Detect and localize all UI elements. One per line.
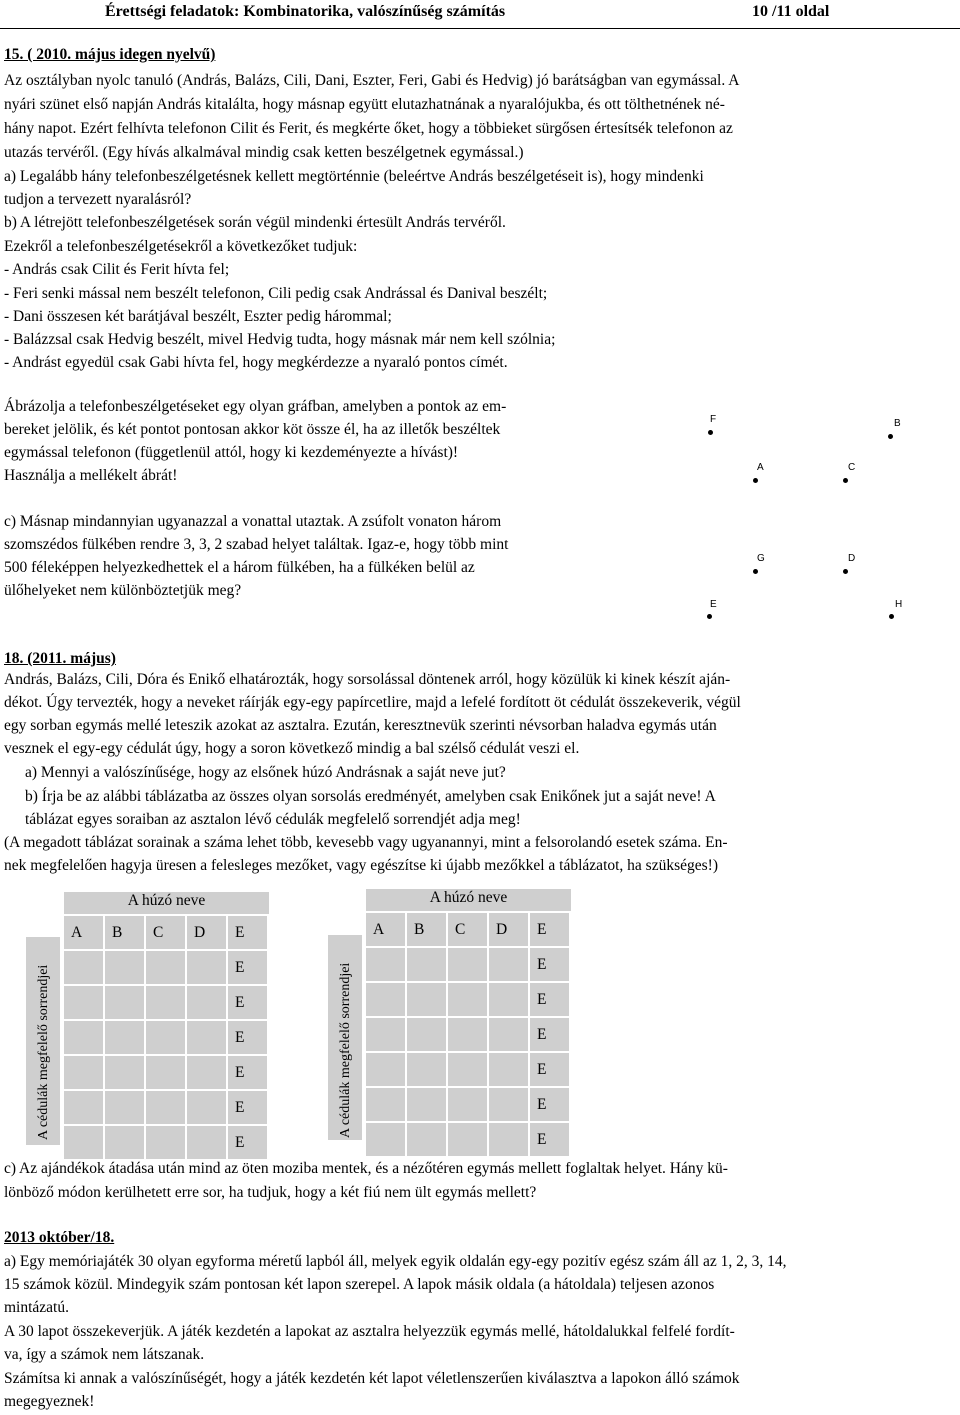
grid-cell[interactable]: [406, 1087, 447, 1122]
grid-cell[interactable]: [63, 1055, 104, 1090]
column-e: E: [227, 915, 268, 950]
grid-cell[interactable]: [447, 1122, 488, 1157]
problem15-heading: 15. ( 2010. május idegen nyelvű): [4, 46, 216, 63]
question-c: lönböző módon kerülhetett erre sor, ha tudjuk, hogy a két fiú nem ült egymás mellett?: [4, 1184, 537, 1201]
grid-cell[interactable]: [186, 1020, 227, 1055]
problem2013-heading: 2013 október/18.: [4, 1229, 115, 1246]
problem15-line: b) A létrejött telefonbeszélgetések során végül mindenki értesült András tervéről.: [4, 214, 506, 231]
grid-cell[interactable]: [145, 950, 186, 985]
problem2013-line: va, így a számok nem látszanak.: [4, 1346, 205, 1363]
grid-cell[interactable]: [145, 985, 186, 1020]
column-d: D: [186, 915, 227, 950]
e-cell: E: [227, 1090, 268, 1125]
part-c-text: ülőhelyeket nem különböztetjük meg?: [4, 582, 242, 599]
e-cell: E: [227, 1020, 268, 1055]
problem15-line: - Andrást egyedül csak Gabi hívta fel, hogy megkérdezze a nyaraló pontos címét.: [4, 354, 508, 371]
grid-cell[interactable]: [447, 982, 488, 1017]
grid-cell[interactable]: [186, 950, 227, 985]
graph-label-g: G: [757, 553, 765, 564]
graph-label-c: C: [848, 462, 856, 473]
problem2013-line: a) Egy memóriajáték 30 olyan egyforma méretű lapból áll, melyek egyik oldalán egy-egy pozitív egész szám áll az 1, 2, 3, 14,: [4, 1253, 787, 1270]
grid-cell[interactable]: [365, 1087, 406, 1122]
grid-cell[interactable]: [365, 982, 406, 1017]
problem15-line: Ezekről a telefonbeszélgetésekről a következőket tudjuk:: [4, 238, 358, 255]
part-c-text: 500 féleképpen helyezkedhettek el a három fülkében, ha a fülkéken belül az: [4, 559, 475, 576]
graph-instructions: Használja a mellékelt ábrát!: [4, 467, 178, 484]
grid-cell[interactable]: [104, 950, 145, 985]
grid-cell[interactable]: [104, 1020, 145, 1055]
grid-cell[interactable]: [145, 1055, 186, 1090]
problem2013-line: megegyeznek!: [4, 1393, 95, 1410]
problem15-line: nyári szünet első napján András kitalálta, hogy másnap együtt elutazhatnának a nyaralójukba, és ott tölthetnének né-: [4, 96, 725, 113]
graph-point-c: [843, 478, 848, 483]
grid-cell[interactable]: [145, 1020, 186, 1055]
grid-cell[interactable]: [104, 1125, 145, 1160]
graph-point-a: [753, 478, 758, 483]
e-cell: E: [227, 1055, 268, 1090]
grid-cell[interactable]: [406, 1052, 447, 1087]
graph-instructions: bereket jelölik, és két pontot pontosan akkor köt össze él, ha az illetők beszéltek: [4, 421, 501, 438]
problem15-line: - Dani összesen két barátjával beszélt, Eszter pedig hárommal;: [4, 308, 392, 325]
table-side-label: A cédulák megfelelő sorrendjei: [36, 964, 51, 1140]
part-c-text: szomszédos fülkében rendre 3, 3, 2 szabad helyet találtak. Igaz-e, hogy több mint: [4, 536, 509, 553]
page-number: 10 /11 oldal: [752, 3, 830, 20]
grid-cell[interactable]: [488, 1087, 529, 1122]
grid-cell[interactable]: [447, 1052, 488, 1087]
grid-cell[interactable]: [406, 1122, 447, 1157]
graph-point-e: [707, 614, 712, 619]
column-e: E: [529, 912, 570, 947]
table-header: A húzó neve: [64, 892, 269, 916]
problem2013-line: A 30 lapot összekeverjük. A játék kezdetén a lapokat az asztalra helyezzük egymás mellé, hátoldalukkal felfelé fordít-: [4, 1323, 735, 1340]
graph-label-f: F: [710, 414, 717, 425]
column-a: A: [63, 915, 104, 950]
grid-cell[interactable]: [186, 985, 227, 1020]
grid-cell[interactable]: [186, 1055, 227, 1090]
column-b: B: [406, 912, 447, 947]
grid-cell[interactable]: [365, 947, 406, 982]
problem18-line: egy sorban egymás mellé leteszik azokat az asztalra. Ezután, keresztnevük szerinti névsorban haladva egymás után: [4, 717, 717, 734]
grid-cell[interactable]: [145, 1125, 186, 1160]
grid-cell[interactable]: [63, 985, 104, 1020]
graph-label-a: A: [757, 462, 764, 473]
graph-instructions: egymással telefonon (függetlenül attól, hogy ki kezdeményezte a hívást)!: [4, 444, 459, 461]
graph-label-b: B: [894, 418, 901, 429]
grid-cell[interactable]: [488, 982, 529, 1017]
column-c: C: [447, 912, 488, 947]
e-cell: E: [529, 1087, 570, 1122]
answer-grid: [62, 914, 269, 1161]
grid-cell[interactable]: [365, 1122, 406, 1157]
e-cell: E: [529, 982, 570, 1017]
grid-cell[interactable]: [104, 1055, 145, 1090]
column-c: C: [145, 915, 186, 950]
grid-cell[interactable]: [406, 982, 447, 1017]
question-b: b) Írja be az alábbi táblázatba az összes olyan sorsolás eredményét, amelyben csak Enikőnek jut a saját neve! A: [25, 788, 716, 805]
table-header: A húzó neve: [366, 889, 571, 913]
answer-grid: [364, 911, 571, 1158]
problem2013-line: Számítsa ki annak a valószínűségét, hogy a játék kezdetén két lapot véletlenszerűen kiválasztva a lapokon álló számok: [4, 1370, 740, 1387]
question-b: táblázat egyes soraiban az asztalon lévő cédulák megfelelő sorrendjét adja meg!: [25, 811, 521, 828]
table-side-label: A cédulák megfelelő sorrendjei: [338, 962, 353, 1138]
graph-instructions: Ábrázolja a telefonbeszélgetéseket egy olyan gráfban, amelyben a pontok az em-: [4, 398, 507, 415]
grid-cell[interactable]: [63, 1020, 104, 1055]
column-a: A: [365, 912, 406, 947]
grid-cell[interactable]: [145, 1090, 186, 1125]
graph-point-h: [889, 614, 894, 619]
e-cell: E: [529, 1017, 570, 1052]
question-c: c) Az ajándékok átadása után mind az öten moziba mentek, és a nézőtéren egymás mellett foglaltak helyet. Hány kü-: [4, 1160, 728, 1177]
e-cell: E: [529, 1052, 570, 1087]
problem15-line: - Feri senki mással nem beszélt telefonon, Cili pedig csak Andrással és Danival beszélt;: [4, 285, 548, 302]
graph-label-e: E: [710, 599, 717, 610]
e-cell: E: [529, 1122, 570, 1157]
grid-cell[interactable]: [447, 1017, 488, 1052]
problem18-heading: 18. (2011. május): [4, 650, 116, 667]
table-note: nek megfelelően hagyja üresen a felesleges mezőket, vagy egészítse ki újabb mezőkkel a táblázatot, ha szükséges!): [4, 857, 718, 874]
problem18-line: András, Balázs, Cili, Dóra és Enikő elhatározták, hogy sorsolással döntenek arról, hogy közülük ki kinek készít aján-: [4, 671, 731, 688]
document-title: Érettségi feladatok: Kombinatorika, valószínűség számítás: [105, 3, 506, 20]
grid-cell[interactable]: [488, 1052, 529, 1087]
column-b: B: [104, 915, 145, 950]
graph-point-f: [708, 430, 713, 435]
grid-cell[interactable]: [63, 1125, 104, 1160]
graph-point-d: [843, 569, 848, 574]
graph-label-h: H: [895, 599, 903, 610]
part-c-text: c) Másnap mindannyian ugyanazzal a vonattal utaztak. A zsúfolt vonaton három: [4, 513, 502, 530]
graph-label-d: D: [848, 553, 856, 564]
question-a: a) Mennyi a valószínűsége, hogy az elsőnek húzó Andrásnak a saját neve jut?: [25, 764, 506, 781]
e-cell: E: [227, 950, 268, 985]
grid-cell[interactable]: [63, 950, 104, 985]
grid-cell[interactable]: [488, 947, 529, 982]
grid-cell[interactable]: [406, 947, 447, 982]
graph-point-b: [888, 434, 893, 439]
problem18-line: dékot. Úgy tervezték, hogy a neveket ráírják egy-egy papírcetlire, majd a lefelé fordított öt cédulát összekeverik, végül: [4, 694, 741, 711]
column-d: D: [488, 912, 529, 947]
grid-cell[interactable]: [104, 1090, 145, 1125]
problem2013-line: mintázatú.: [4, 1299, 69, 1316]
grid-cell[interactable]: [186, 1125, 227, 1160]
grid-cell[interactable]: [447, 1087, 488, 1122]
problem15-line: tudjon a tervezett nyaralásról?: [4, 191, 192, 208]
grid-cell[interactable]: [63, 1090, 104, 1125]
e-cell: E: [227, 985, 268, 1020]
e-cell: E: [529, 947, 570, 982]
graph-point-g: [753, 569, 758, 574]
problem15-line: utazás tervéről. (Egy hívás alkalmával mindig csak ketten beszélgetnek egymással.): [4, 144, 524, 161]
problem15-line: a) Legalább hány telefonbeszélgetésnek kellett megtörténnie (beleértve András beszélgetéseit is), hogy mindenki: [4, 168, 704, 185]
grid-cell[interactable]: [104, 985, 145, 1020]
problem15-line: hány napot. Ezért felhívta telefonon Cilit és Ferit, és megkérte őket, hogy a többieket sürgősen értesítsék telefonon az: [4, 120, 733, 137]
table-note: (A megadott táblázat sorainak a száma lehet több, kevesebb vagy ugyanannyi, mint a felsorolandó esetek száma. En-: [4, 834, 728, 851]
problem15-line: - András csak Cilit és Ferit hívta fel;: [4, 261, 230, 278]
problem18-line: vesznek el egy-egy cédulát úgy, hogy a soron következő mindig a bal szélső cédulát veszi el.: [4, 740, 580, 757]
grid-cell[interactable]: [406, 1017, 447, 1052]
grid-cell[interactable]: [488, 1017, 529, 1052]
header-rule: [0, 28, 960, 29]
problem2013-line: 15 számok közül. Mindegyik szám pontosan két lapon szerepel. A lapok másik oldala (a hátoldala) teljesen azonos: [4, 1276, 715, 1293]
grid-cell[interactable]: [365, 1052, 406, 1087]
grid-cell[interactable]: [447, 947, 488, 982]
problem15-line: Az osztályban nyolc tanuló (András, Balázs, Cili, Dani, Eszter, Feri, Gabi és Hedvig) jó barátságban van egymással. A: [4, 72, 740, 89]
grid-cell[interactable]: [186, 1090, 227, 1125]
e-cell: E: [227, 1125, 268, 1160]
grid-cell[interactable]: [365, 1017, 406, 1052]
grid-cell[interactable]: [488, 1122, 529, 1157]
problem15-line: - Balázzsal csak Hedvig beszélt, mivel Hedvig tudta, hogy másnak már nem kell szólnia;: [4, 331, 556, 348]
